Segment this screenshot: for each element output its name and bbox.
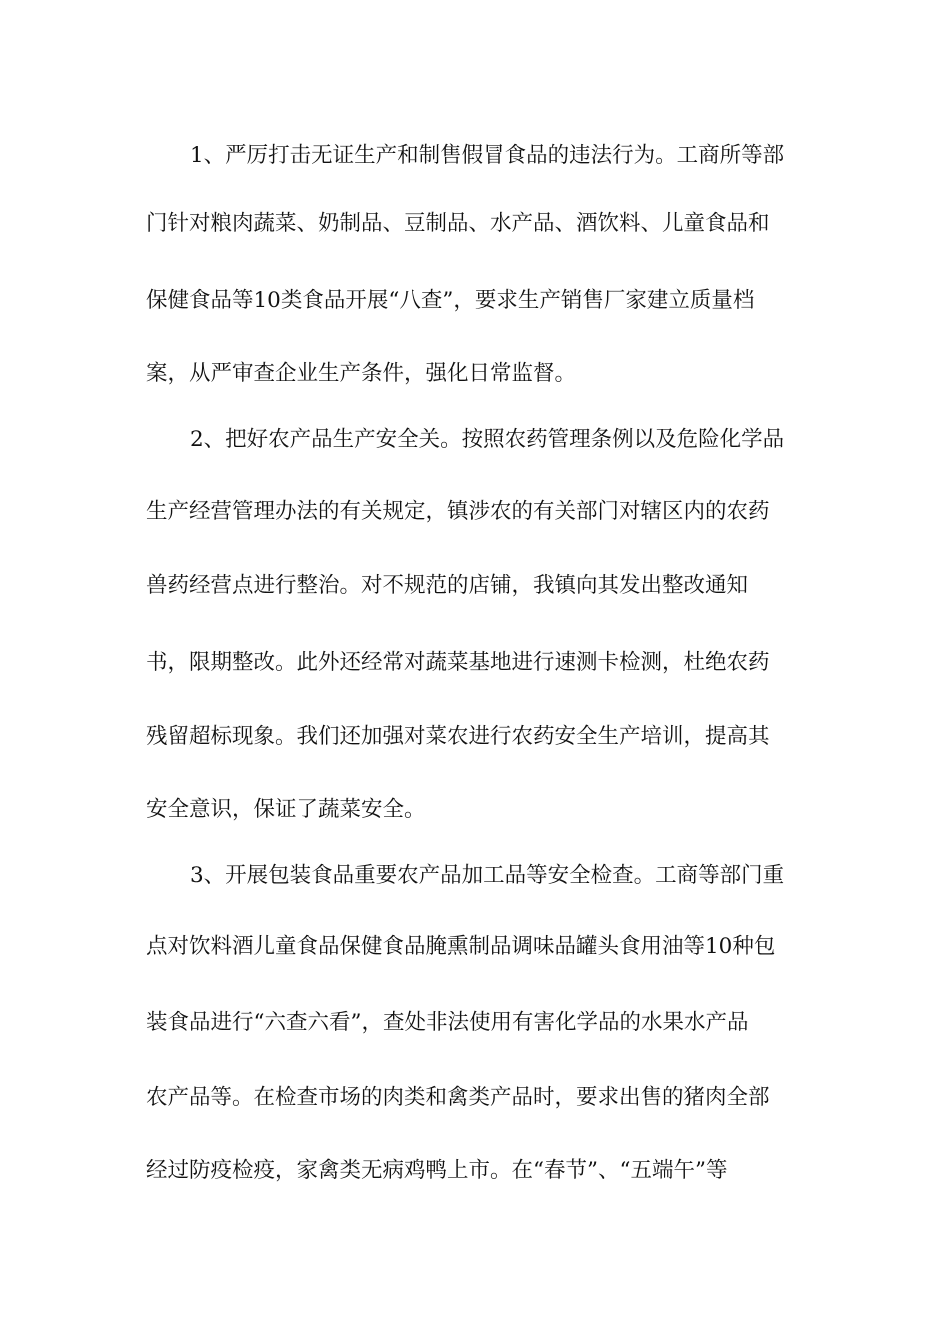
paragraph-3-line-4: 农产品等。在检查市场的肉类和禽类产品时，要求出售的猪肉全部 xyxy=(146,1085,770,1110)
paragraph-2-line-4: 书，限期整改。此外还经常对蔬菜基地进行速测卡检测，杜绝农药 xyxy=(146,650,770,675)
paragraph-1-line-3: 保健食品等10类食品开展“八查”，要求生产销售厂家建立质量档 xyxy=(146,288,755,313)
paragraph-3-line-5: 经过防疫检疫，家禽类无病鸡鸭上市。在“春节”、“五端午”等 xyxy=(146,1158,728,1183)
paragraph-2-line-5: 残留超标现象。我们还加强对菜农进行农药安全生产培训，提高其 xyxy=(146,724,770,749)
paragraph-2-line-3: 兽药经营点进行整治。对不规范的店铺，我镇向其发出整改通知 xyxy=(146,573,749,598)
paragraph-2-line-1: 2、把好农产品生产安全关。按照农药管理条例以及危险化学品 xyxy=(190,427,785,452)
paragraph-1-line-1: 1、严厉打击无证生产和制售假冒食品的违法行为。工商所等部 xyxy=(190,143,785,168)
paragraph-3-line-3: 装食品进行“六查六看”，查处非法使用有害化学品的水果水产品 xyxy=(146,1010,749,1035)
paragraph-1-line-4: 案，从严审查企业生产条件，强化日常监督。 xyxy=(146,361,577,386)
paragraph-3-line-2: 点对饮料酒儿童食品保健食品腌熏制品调味品罐头食用油等10种包 xyxy=(146,934,776,959)
paragraph-2-line-2: 生产经营管理办法的有关规定，镇涉农的有关部门对辖区内的农药 xyxy=(146,499,770,524)
paragraph-3-line-1: 3、开展包装食品重要农产品加工品等安全检查。工商等部门重 xyxy=(190,863,785,888)
paragraph-2-line-6: 安全意识，保证了蔬菜安全。 xyxy=(146,797,426,822)
paragraph-1-line-2: 门针对粮肉蔬菜、奶制品、豆制品、水产品、酒饮料、儿童食品和 xyxy=(146,211,770,236)
